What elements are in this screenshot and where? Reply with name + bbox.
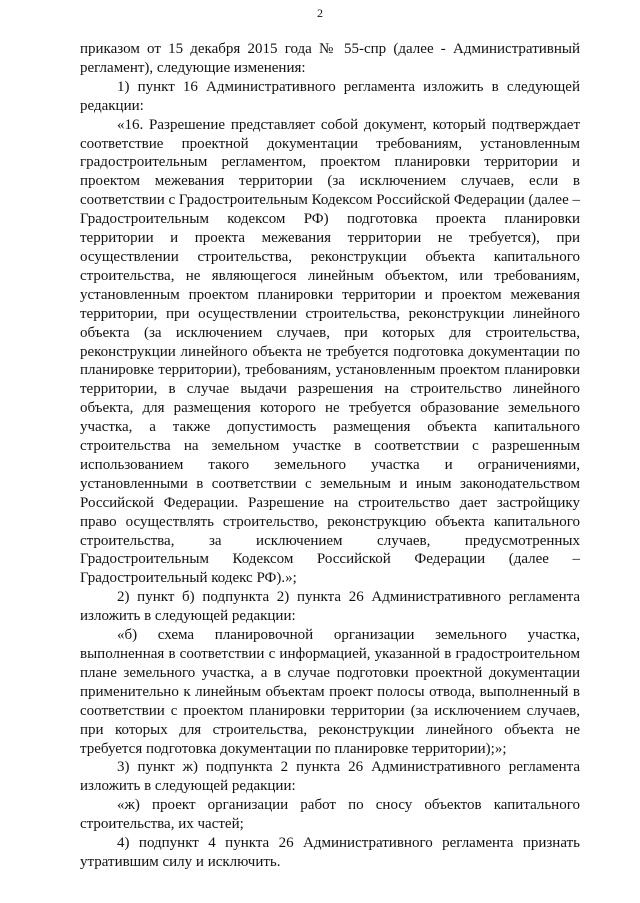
document-body: [80, 40, 580, 872]
item-2-heading: 2) пункт б) подпункта 2) пункта 26 Административного регламента изложить в следующей редакции:: [80, 589, 580, 625]
page-number: 2: [317, 6, 323, 20]
item-4-text: 4) подпункт 4 пункта 26 Административного регламента признать утратившим силу и исключить.: [80, 835, 580, 870]
item-3-heading: 3) пункт ж) подпункта 2 пункта 26 Административного регламента изложить в следующей редакции:: [80, 759, 580, 795]
intro-paragraph: приказом от 15 декабря 2015 года № 55-спр (далее - Административный регламент), следующие изменения:: [80, 41, 580, 76]
item-1-quoted-text: «16. Разрешение представляет собой документ, который подтверждает соответствие проектной документации требованиям, установленным градостроительным регламентом, проектом планировки территории и проектом межевания территории (за исключением случаев, если в соответствии с Градостроительным Кодексом Российской Федерации (далее – Градостроительным кодексом РФ) подготовка проекта планировки территории и проекта межевания территории не требуется), при осуществлении строительства, реконструкции объекта капитального строительства, не являющегося линейным объектом, или требованиям, установленным проектом планировки территории и проектом межевания территории, при осуществлении строительства, реконструкции линейного объекта (за исключением случаев, при которых для строительства, реконструкции линейного объекта не требуется подготовка документации по планировке территории), требованиям, установленным проектом планировки территории, в случае выдачи разрешения на строительство линейного объекта, для размещения которого не требуется образование земельного участка, а также допустимость размещения объекта капитального строительства на земельном участке в соответствии с разрешенным использованием такого земельного участка и ограничениями, установленными в соответствии с земельным и иным законодательством Российской Федерации. Разрешение на строительство дает застройщику право осуществлять строительство, реконструкцию объекта капитального строительства, за исключением случаев, предусмотренных Градостроительным Кодексом Российской Федерации (далее – Градостроительный кодекс РФ).»;: [80, 116, 580, 587]
item-2-quoted-text: «б) схема планировочной организации земельного участка, выполненная в соответствии с информацией, указанной в градостроительном плане земельного участка, а в случае подготовки проектной документации применительно к линейным объектам проект полосы отвода, выполненный в соответствии с проектом планировки территории (за исключением случаев, при которых для строительства, реконструкции линейного объекта не требуется подготовка документации по планировке территории);»;: [80, 627, 580, 757]
item-3-quoted-text: «ж) проект организации работ по сносу объектов капитального строительства, их частей;: [80, 797, 580, 833]
item-1-heading: 1) пункт 16 Административного регламента изложить в следующей редакции:: [80, 78, 580, 114]
